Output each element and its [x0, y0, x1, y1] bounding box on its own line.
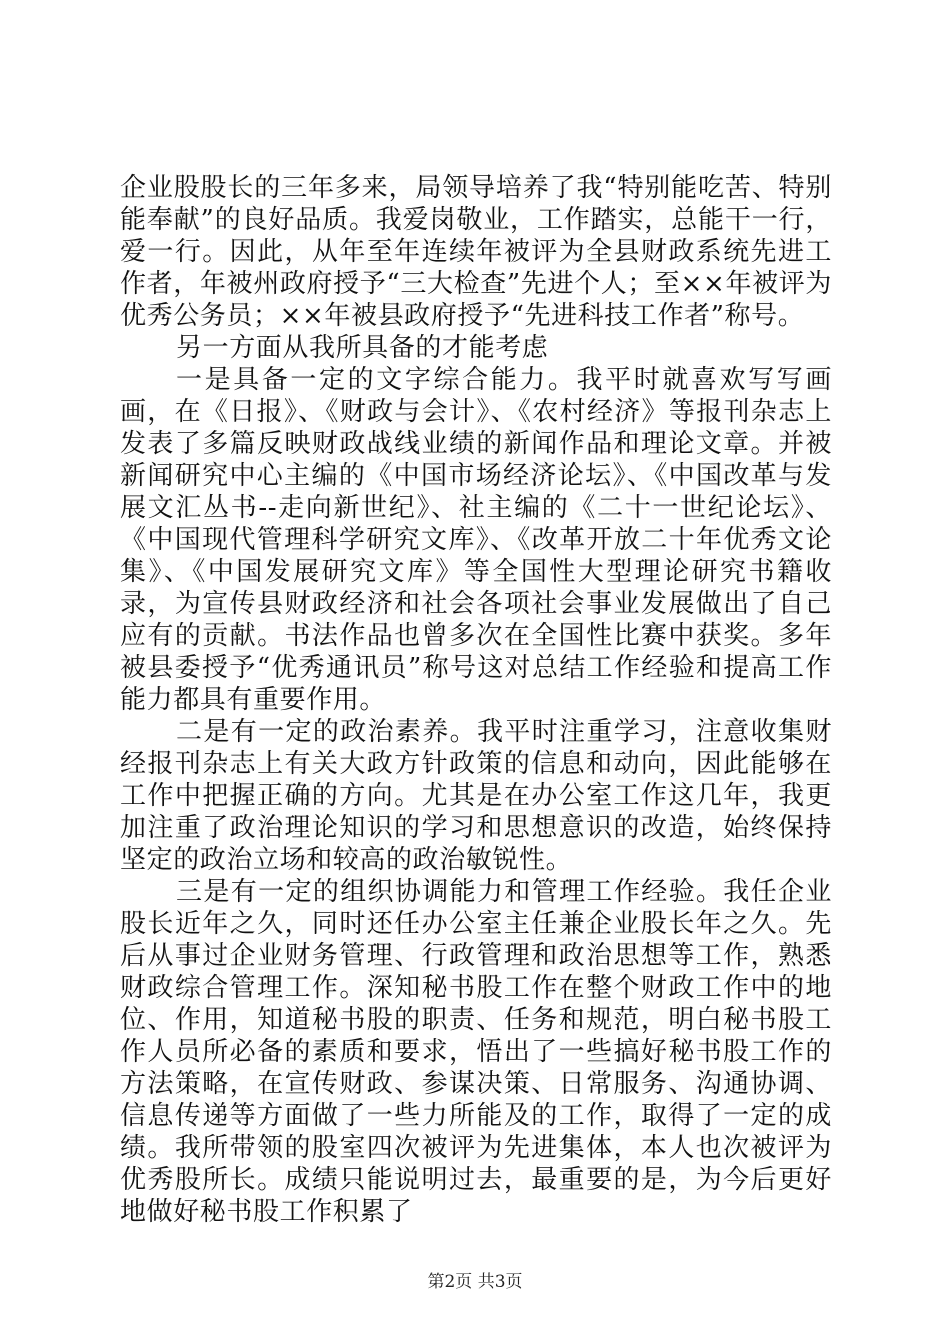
paragraph-5: 三是有一定的组织协调能力和管理工作经验。我任企业股长近年之久，同时还任办公室主任兼企业股长年之久。先后从事过企业财务管理、行政管理和政治思想等工作，熟悉财政综合管理工作。深知秘书股工作在整个财政工作中的地位、作用，知道秘书股的职责、任务和规范，明白秘书股工作人员所必备的素质和要求，悟出了一些搞好秘书股工作的方法策略，在宣传财政、参谋决策、日常服务、沟通协调、信息传递等方面做了一些力所能及的工作，取得了一定的成绩。我所带领的股室四次被评为先进集体，本人也次被评为优秀股所长。成绩只能说明过去，最重要的是，为今后更好地做好秘书股工作积累了 [120, 877, 832, 1227]
page-number-footer: 第2页 共3页 [427, 1272, 523, 1292]
paragraph-4: 二是有一定的政治素养。我平时注重学习，注意收集财经报刊杂志上有关大政方针政策的信息和动向，因此能够在工作中把握正确的方向。尤其是在办公室工作这几年，我更加注重了政治理论知识的学习和思想意识的改造，始终保持坚定的政治立场和较高的政治敏锐性。 [120, 717, 832, 875]
paragraph-3: 一是具备一定的文字综合能力。我平时就喜欢写写画画，在《日报》、《财政与会计》、《农村经济》等报刊杂志上发表了多篇反映财政战线业绩的新闻作品和理论文章。并被新闻研究中心主编的《中国市场经济论坛》、《中国改革与发展文汇丛书--走向新世纪》、社主编的《二十一世纪论坛》、《中国现代管理科学研究文库》、《改革开放二十年优秀文论集》、《中国发展研究文库》等全国性大型理论研究书籍收录，为宣传县财政经济和社会各项社会事业发展做出了自己应有的贡献。书法作品也曾多次在全国性比赛中获奖。多年被县委授予“优秀通讯员”称号这对总结工作经验和提高工作能力都具有重要作用。 [120, 365, 832, 715]
document-body [120, 172, 832, 1228]
paragraph-1: 企业股股长的三年多来，局领导培养了我“特别能吃苦、特别能奉献”的良好品质。我爱岗敬业，工作踏实，总能干一行，爱一行。因此，从年至年连续年被评为全县财政系统先进工作者，年被州政府授予“三大检查”先进个人；至××年被评为优秀公务员；××年被县政府授予“先进科技工作者”称号。 [120, 173, 832, 331]
paragraph-2: 另一方面从我所具备的才能考虑 [176, 333, 549, 363]
